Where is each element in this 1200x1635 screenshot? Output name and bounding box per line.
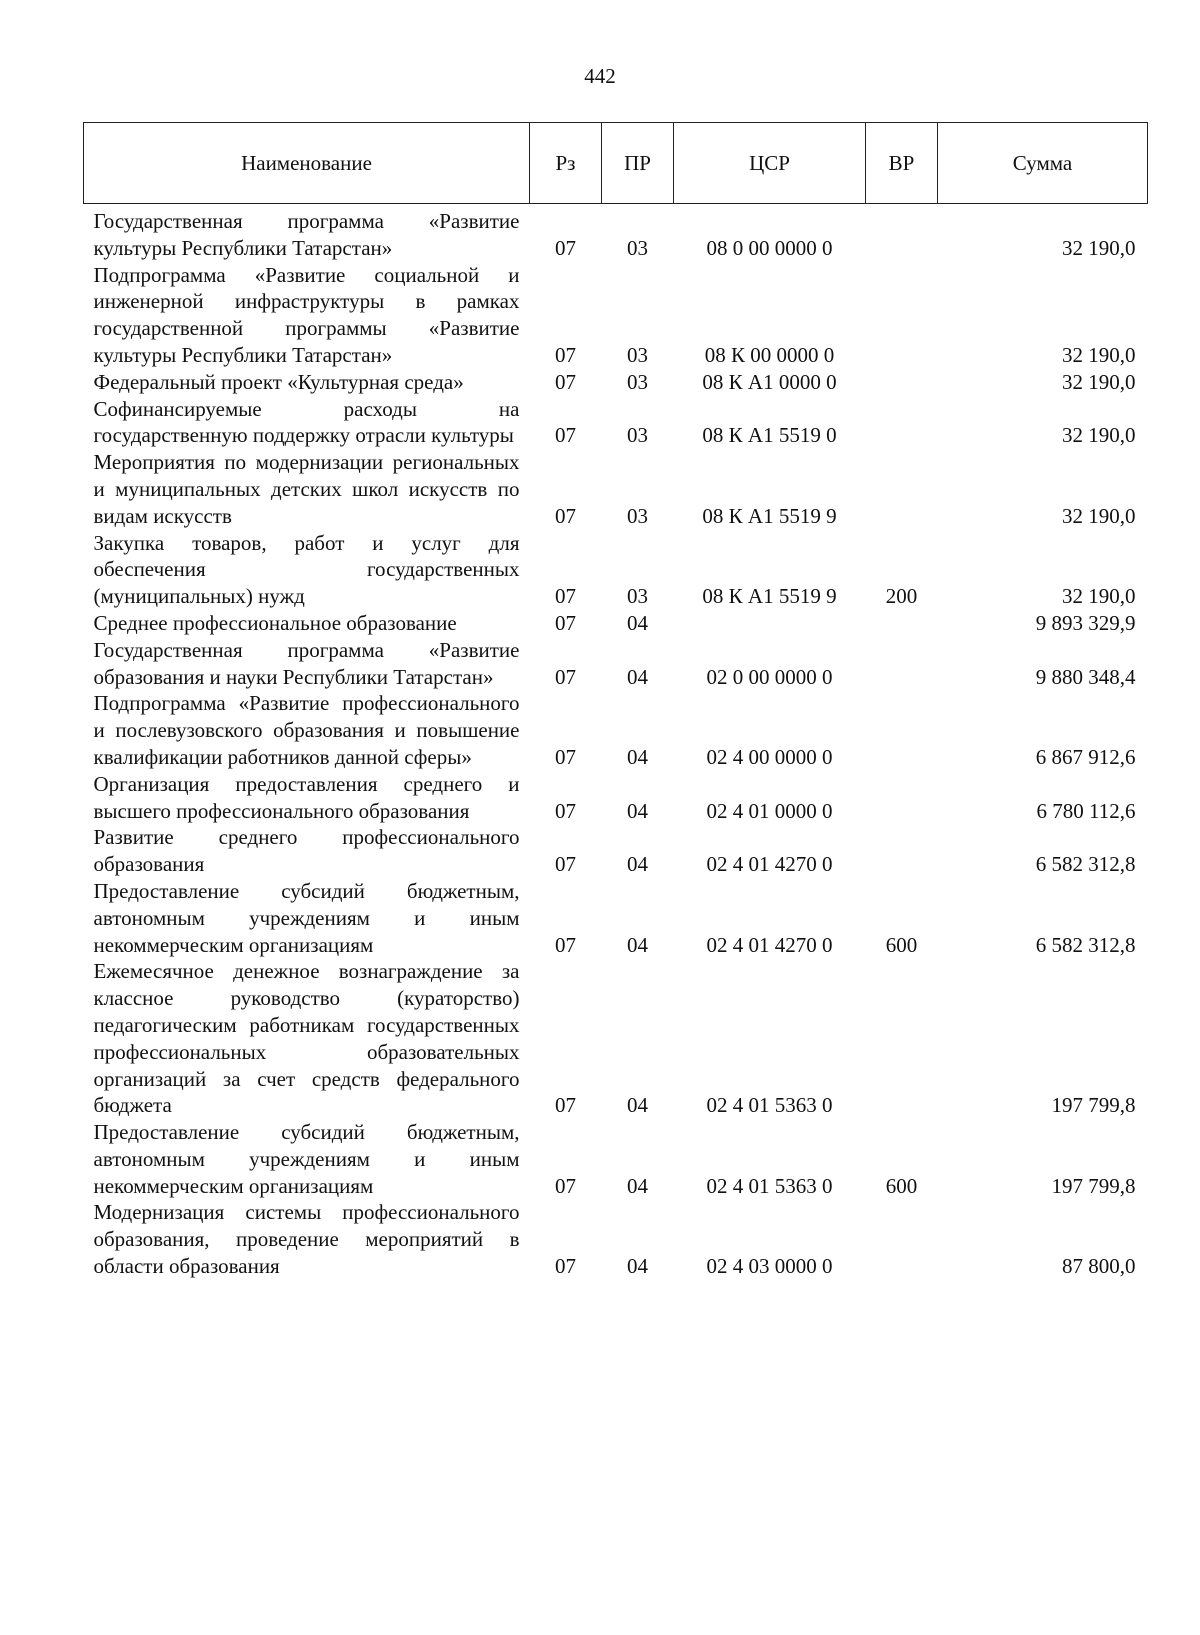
cell-sum: 197 799,8 xyxy=(1051,1093,1136,1118)
cell-name: Мероприятия по модернизации региональных и муниципальных детских школ искусств по видам искусств xyxy=(93,450,520,528)
table-row xyxy=(84,878,1148,958)
cell-pr: 03 xyxy=(627,369,648,394)
cell-rz: 07 xyxy=(555,664,576,689)
table-body xyxy=(84,204,1148,1280)
cell-csr: 02 4 01 4270 0 xyxy=(706,932,833,957)
cell-sum: 197 799,8 xyxy=(1051,1173,1136,1198)
cell-sum: 32 190,0 xyxy=(1062,503,1136,528)
cell-csr: 02 4 01 4270 0 xyxy=(706,852,833,877)
cell-vr xyxy=(866,958,938,1119)
cell-sum: 9 880 348,4 xyxy=(1035,664,1136,689)
cell-vr xyxy=(866,690,938,770)
table-row xyxy=(84,449,1148,529)
table-row xyxy=(84,610,1148,637)
cell-rz: 07 xyxy=(555,423,576,448)
table-row xyxy=(84,637,1148,691)
cell-csr: 02 4 03 0000 0 xyxy=(706,1254,833,1279)
cell-pr: 04 xyxy=(627,932,648,957)
cell-name: Государственная программа «Развитие образования и науки Республики Татарстан» xyxy=(93,637,520,689)
cell-rz: 07 xyxy=(555,1173,576,1198)
table-row xyxy=(84,824,1148,878)
cell-sum: 6 780 112,6 xyxy=(1036,798,1136,823)
cell-vr xyxy=(866,637,938,691)
cell-sum: 9 893 329,9 xyxy=(1035,610,1136,635)
cell-pr: 03 xyxy=(627,423,648,448)
cell-vr: 200 xyxy=(885,584,918,609)
cell-sum: 32 190,0 xyxy=(1062,342,1136,367)
cell-rz: 07 xyxy=(555,798,576,823)
cell-pr: 04 xyxy=(627,852,648,877)
table-row xyxy=(84,396,1148,450)
cell-name: Предоставление субсидий бюджетным, автономным учреждениям и иным некоммерческим организациям xyxy=(93,1120,520,1198)
cell-name: Подпрограмма «Развитие профессионального и послевузовского образования и повышение квалификации работников данной сферы» xyxy=(93,691,520,769)
cell-csr: 02 4 01 5363 0 xyxy=(706,1173,833,1198)
header-csr: ЦСР xyxy=(674,123,866,204)
budget-table xyxy=(83,122,1148,1280)
cell-rz: 07 xyxy=(555,744,576,769)
cell-rz: 07 xyxy=(555,852,576,877)
cell-vr xyxy=(866,610,938,637)
cell-pr: 04 xyxy=(627,1093,648,1118)
cell-sum: 6 867 912,6 xyxy=(1035,744,1136,769)
cell-rz: 07 xyxy=(555,369,576,394)
table-row xyxy=(84,262,1148,369)
page-number: 442 xyxy=(584,64,616,88)
cell-name: Федеральный проект «Культурная среда» xyxy=(93,369,464,394)
cell-vr xyxy=(866,771,938,825)
cell-vr xyxy=(866,1199,938,1279)
table-row xyxy=(84,1119,1148,1199)
cell-csr: 08 К 00 0000 0 xyxy=(704,342,835,367)
cell-sum: 32 190,0 xyxy=(1062,235,1136,260)
cell-vr: 600 xyxy=(885,1173,918,1198)
cell-rz: 07 xyxy=(555,503,576,528)
cell-rz: 07 xyxy=(555,610,576,635)
cell-csr: 08 К А1 5519 9 xyxy=(702,503,837,528)
cell-rz: 07 xyxy=(555,235,576,260)
cell-pr: 04 xyxy=(627,1254,648,1279)
cell-csr: 08 0 00 0000 0 xyxy=(706,235,833,260)
cell-csr: 02 0 00 0000 0 xyxy=(706,664,833,689)
table-row xyxy=(84,530,1148,610)
cell-name: Закупка товаров, работ и услуг для обеспечения государственных (муниципальных) нужд xyxy=(93,530,520,609)
cell-csr: 02 4 01 0000 0 xyxy=(706,798,833,823)
cell-csr: 08 К А1 0000 0 xyxy=(702,369,837,394)
cell-pr: 03 xyxy=(627,503,648,528)
cell-pr: 03 xyxy=(627,235,648,260)
table-row xyxy=(84,690,1148,770)
cell-csr: 08 К А1 5519 9 xyxy=(702,584,837,609)
cell-sum: 32 190,0 xyxy=(1062,369,1136,394)
cell-csr: 02 4 00 0000 0 xyxy=(706,744,833,769)
table-row xyxy=(84,1199,1148,1279)
cell-vr xyxy=(866,824,938,878)
cell-sum: 87 800,0 xyxy=(1062,1254,1136,1279)
table-row xyxy=(84,771,1148,825)
cell-sum: 32 190,0 xyxy=(1062,584,1136,609)
cell-pr: 04 xyxy=(627,664,648,689)
cell-name: Ежемесячное денежное вознаграждение за классное руководство (кураторство) педагогическим работникам государственных профессиональных образовательных организаций за счет средств федерального бюджета xyxy=(93,959,520,1118)
table-header-row xyxy=(84,123,1148,204)
cell-pr: 04 xyxy=(627,798,648,823)
header-sum: Сумма xyxy=(938,123,1148,204)
cell-name: Государственная программа «Развитие культуры Республики Татарстан» xyxy=(93,209,520,260)
cell-pr: 03 xyxy=(627,584,648,609)
cell-name: Развитие среднего профессионального образования xyxy=(93,825,520,877)
table-row xyxy=(84,958,1148,1119)
header-vr: ВР xyxy=(866,123,938,204)
cell-rz: 07 xyxy=(555,932,576,957)
cell-name: Предоставление субсидий бюджетным, автономным учреждениям и иным некоммерческим организациям xyxy=(93,878,520,957)
cell-vr xyxy=(866,396,938,450)
cell-pr: 04 xyxy=(627,610,648,635)
cell-rz: 07 xyxy=(555,1093,576,1118)
table-row xyxy=(84,369,1148,396)
cell-pr: 04 xyxy=(627,744,648,769)
cell-vr xyxy=(866,449,938,529)
cell-vr xyxy=(866,369,938,396)
cell-name: Среднее профессиональное образование xyxy=(93,610,457,635)
header-pr: ПР xyxy=(602,123,674,204)
cell-csr xyxy=(674,610,866,637)
table-row xyxy=(84,204,1148,262)
cell-rz: 07 xyxy=(555,584,576,609)
cell-sum: 6 582 312,8 xyxy=(1035,932,1136,957)
cell-sum: 6 582 312,8 xyxy=(1035,852,1136,877)
cell-name: Подпрограмма «Развитие социальной и инженерной инфраструктуры в рамках государственной программы «Развитие культуры Республики Татарстан» xyxy=(93,262,520,367)
cell-rz: 07 xyxy=(555,342,576,367)
cell-vr: 600 xyxy=(885,932,918,957)
cell-csr: 08 К А1 5519 0 xyxy=(702,423,837,448)
cell-name: Модернизация системы профессионального образования, проведение мероприятий в области образования xyxy=(93,1200,520,1279)
cell-csr: 02 4 01 5363 0 xyxy=(706,1093,833,1118)
cell-pr: 03 xyxy=(627,342,648,367)
header-rz: Рз xyxy=(530,123,602,204)
cell-sum: 32 190,0 xyxy=(1062,423,1136,448)
cell-name: Организация предоставления среднего и высшего профессионального образования xyxy=(93,771,520,823)
cell-vr xyxy=(866,262,938,369)
cell-name: Софинансируемые расходы на государственную поддержку отрасли культуры xyxy=(93,396,520,448)
cell-pr: 04 xyxy=(627,1173,648,1198)
header-name: Наименование xyxy=(84,123,530,204)
cell-vr xyxy=(866,204,938,262)
cell-rz: 07 xyxy=(555,1254,576,1279)
